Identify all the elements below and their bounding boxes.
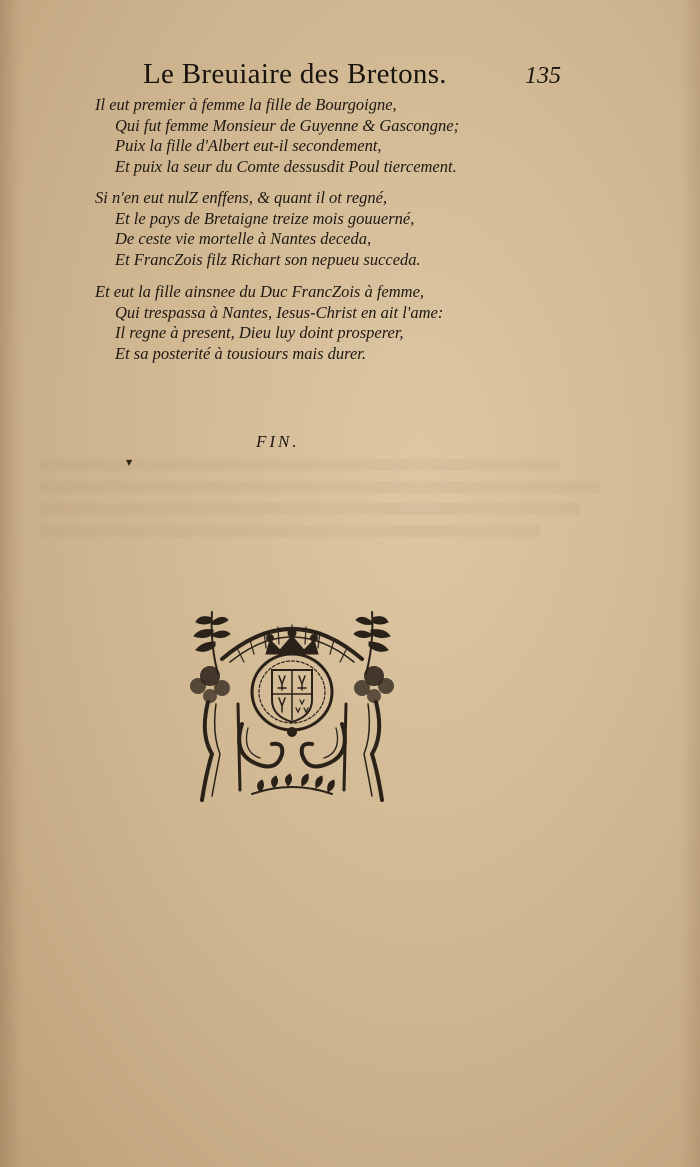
- verse-line: Et sa posterité à tousiours mais durer.: [115, 344, 367, 364]
- verse-line: Il regne à present, Dieu luy doint prosperer,: [115, 323, 404, 343]
- verse-line: De ceste vie mortelle à Nantes deceda,: [115, 229, 372, 249]
- heraldic-woodcut-ornament-icon: [182, 604, 402, 806]
- verse-line: Et eut la fille ainsnee du Duc FrancZois à femme,: [95, 282, 425, 301]
- stanza-2: [95, 188, 421, 271]
- verse-line: Il eut premier à femme la fille de Bourgoigne,: [95, 95, 397, 114]
- verse-line: Qui trespassa à Nantes, Iesus-Christ en ait l'ame:: [115, 302, 444, 322]
- stanza-1: [95, 95, 459, 178]
- running-title: Le Breuiaire des Bretons.: [143, 58, 447, 90]
- verse-line: Et puix la seur du Comte dessusdit Poul tiercement.: [115, 157, 457, 177]
- verse-line: Et le pays de Bretaigne treize mois gouuerné,: [115, 208, 415, 228]
- stanza-3: [95, 282, 443, 365]
- verse-line: Et FrancZois filz Richart son nepueu succeda.: [115, 250, 421, 270]
- verse-line: Qui fut femme Monsieur de Guyenne & Gascongne;: [115, 115, 460, 135]
- fin-label: FIN.: [256, 432, 300, 451]
- stray-mark-icon: ▼: [126, 458, 133, 467]
- verse-line: Puix la fille d'Albert eut-il secondement,: [115, 136, 382, 156]
- verse-line: Si n'en eut nulZ enffens, & quant il ot regné,: [95, 188, 388, 207]
- page-number: 135: [525, 63, 561, 89]
